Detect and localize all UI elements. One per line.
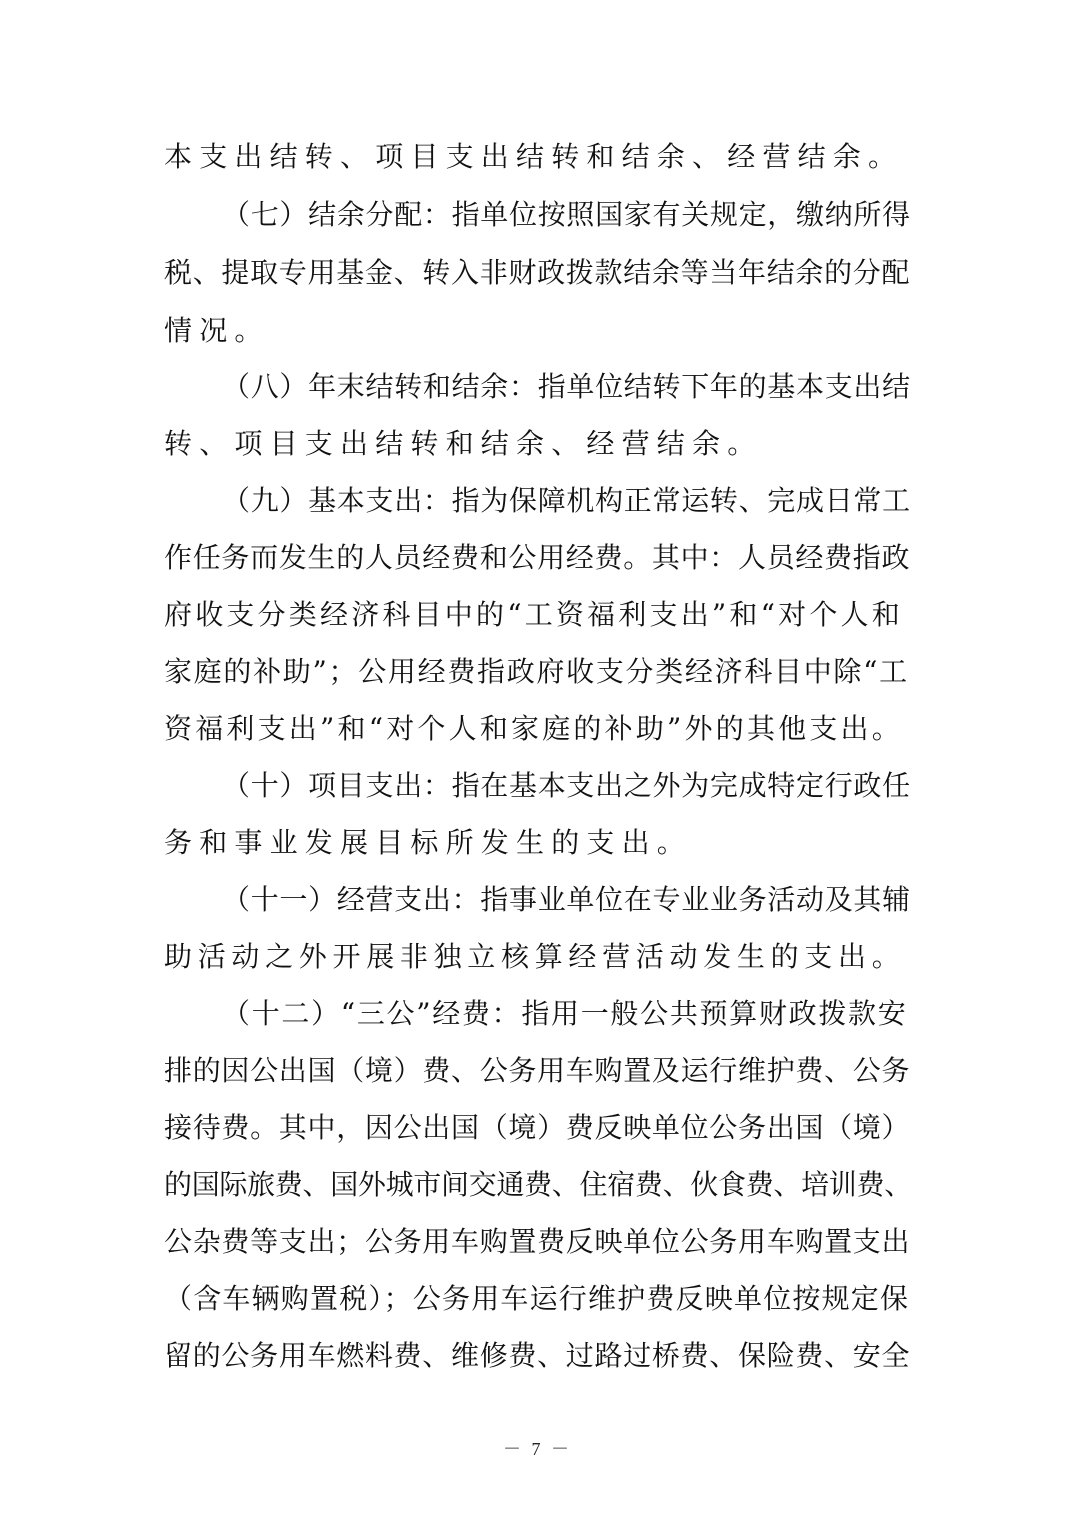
body-text-line: 税、提取专用基金、转入非财政拨款结余等当年结余的分配	[164, 256, 911, 289]
body-text-line: （含车辆购置税）；公务用车运行维护费反映单位按规定保	[164, 1282, 910, 1315]
body-text-line: 的国际旅费、国外城市间交通费、住宿费、伙食费、培训费、	[164, 1168, 912, 1201]
body-text-line: 转、项目支出结转和结余、经营结余。	[164, 427, 763, 460]
body-text-line: 务和事业发展目标所发生的支出。	[164, 826, 693, 859]
body-text-line: （十二）“三公”经费：指用一般公共预算财政拨款安	[222, 997, 908, 1030]
body-text-line: （十）项目支出：指在基本支出之外为完成特定行政任	[222, 769, 911, 802]
body-text-line: 助活动之外开展非独立核算经营活动发生的支出。	[164, 940, 906, 973]
body-text-line: 留的公务用车燃料费、维修费、过路过桥费、保险费、安全	[164, 1339, 911, 1372]
body-text-line: 府收支分类经济科目中的“工资福利支出”和“对个人和	[164, 598, 903, 631]
body-text-line: （十一）经营支出：指事业单位在专业业务活动及其辅	[222, 883, 911, 916]
body-text-line: 资福利支出”和“对个人和家庭的补助”外的其他支出。	[164, 712, 903, 745]
body-text-line: 作任务而发生的人员经费和公用经费。其中：人员经费指政	[164, 541, 911, 574]
body-text-line: （八）年末结转和结余：指单位结转下年的基本支出结	[222, 370, 911, 403]
body-text-line: 本支出结转、项目支出结转和结余、经营结余。	[164, 140, 904, 173]
body-text-line: 家庭的补助”；公用经费指政府收支分类经济科目中除“工	[164, 655, 909, 688]
body-text-line: 情况。	[164, 314, 270, 347]
body-text-line: 接待费。其中，因公出国（境）费反映单位公务出国（境）	[164, 1111, 911, 1144]
body-text-line: （九）基本支出：指为保障机构正常运转、完成日常工	[222, 484, 911, 517]
body-text-line: 公杂费等支出；公务用车购置费反映单位公务用车购置支出	[164, 1225, 911, 1258]
body-text-line: （七）结余分配：指单位按照国家有关规定，缴纳所得	[222, 198, 911, 231]
body-text-line: 排的因公出国（境）费、公务用车购置及运行维护费、公务	[164, 1054, 911, 1087]
page-number: － 7 －	[503, 1439, 572, 1459]
